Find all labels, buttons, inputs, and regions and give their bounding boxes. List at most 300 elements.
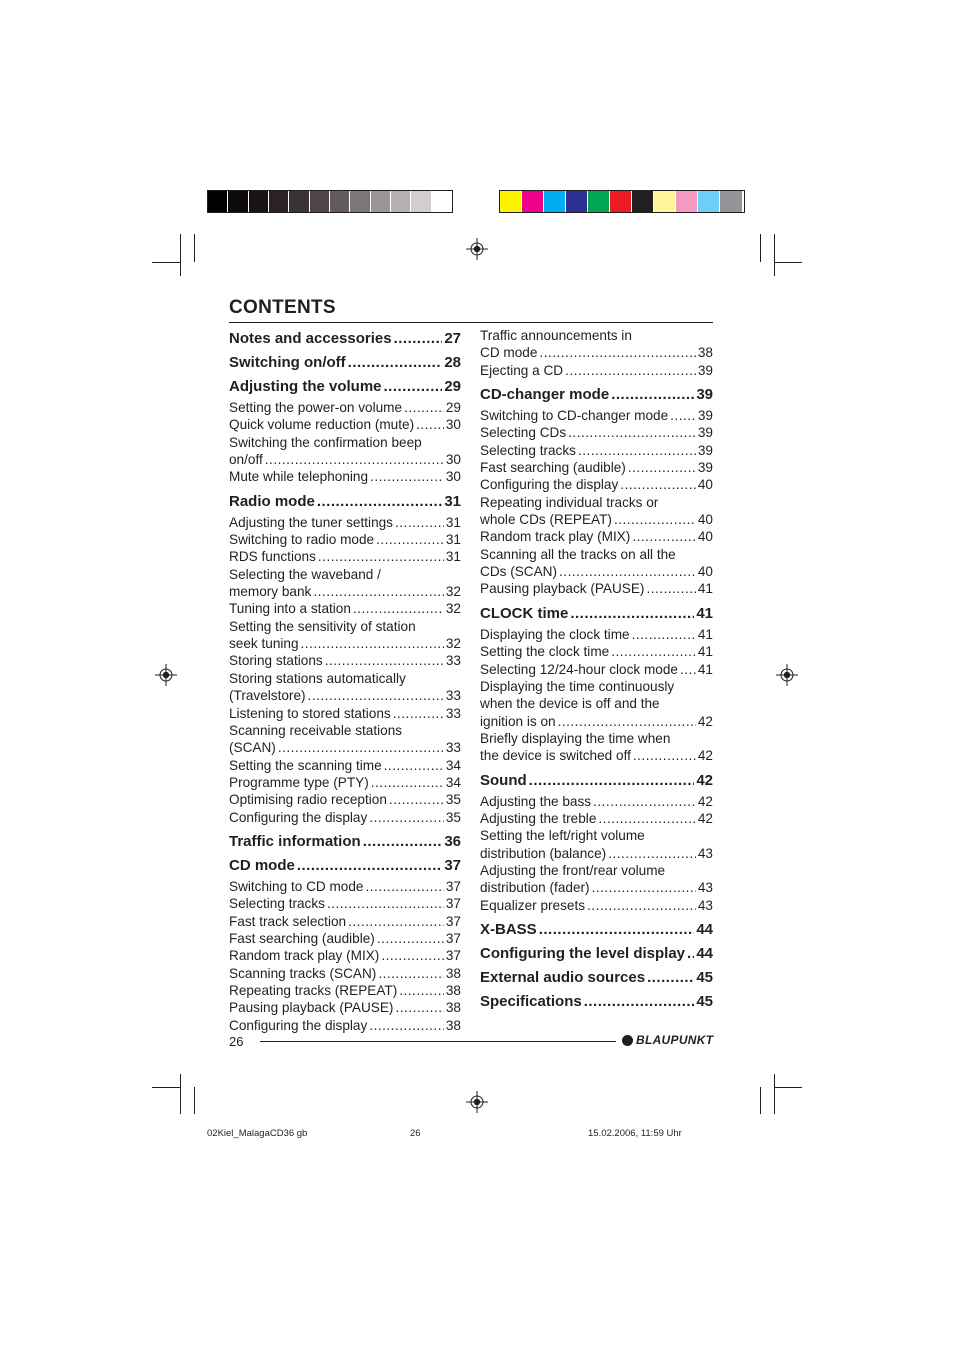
toc-entry-title: CD-changer mode	[480, 386, 610, 404]
toc-dot-leader	[317, 490, 442, 514]
toc-page-number: 35	[445, 809, 461, 825]
toc-entry-line	[480, 730, 713, 747]
toc-page-number: 40	[697, 529, 713, 545]
toc-subsection-entry[interactable]	[229, 999, 461, 1016]
toc-dot-leader	[384, 375, 443, 399]
toc-dot-leader	[593, 793, 696, 810]
color-swatch	[676, 191, 698, 212]
process-color-bar	[499, 190, 745, 213]
crop-mark	[180, 1074, 181, 1114]
toc-dot-leader	[565, 362, 696, 379]
toc-section-entry[interactable]	[480, 990, 713, 1014]
toc-subsection-entry[interactable]	[229, 757, 461, 774]
blaupunkt-dot-icon	[622, 1035, 633, 1046]
toc-page-number: 38	[445, 1017, 461, 1033]
brand-name: BLAUPUNKT	[636, 1033, 714, 1047]
color-swatch	[228, 191, 248, 212]
toc-entry-title: Fast track selection	[229, 913, 347, 929]
toc-dot-leader	[632, 626, 696, 643]
toc-subsection-entry[interactable]	[229, 705, 461, 722]
toc-entry-title: Specifications	[480, 992, 582, 1010]
slug-date: 15.02.2006, 11:59 Uhr	[588, 1128, 682, 1139]
toc-right-column	[480, 327, 713, 1014]
toc-entry-line	[229, 722, 461, 739]
toc-entry-title: Ejecting a CD	[480, 362, 564, 378]
toc-section-entry[interactable]	[480, 918, 713, 942]
toc-page-number: 38	[445, 982, 461, 998]
toc-page-number: 42	[697, 713, 713, 729]
registration-mark-icon	[155, 664, 177, 686]
toc-page-number: 30	[445, 469, 461, 485]
toc-entry-title: Programme type (PTY)	[229, 774, 369, 790]
toc-page-number: 28	[444, 354, 461, 371]
toc-subsection-entry[interactable]	[480, 344, 713, 361]
toc-entry-title: Configuring the display	[480, 477, 619, 493]
toc-entry-title: Switching to radio mode	[229, 532, 375, 548]
toc-subsection-entry[interactable]	[480, 528, 713, 545]
toc-subsection-entry[interactable]	[229, 652, 461, 669]
toc-subsection-entry[interactable]	[229, 739, 461, 756]
toc-page-number: 39	[697, 442, 713, 458]
toc-page-number: 38	[445, 965, 461, 981]
toc-dot-leader	[570, 602, 694, 626]
page-number: 26	[229, 1034, 244, 1049]
toc-dot-leader	[611, 643, 696, 660]
toc-entry-title: Displaying the clock time	[480, 626, 630, 642]
toc-entry-title: Switching the confirmation beep	[229, 434, 422, 450]
toc-page-number: 40	[697, 477, 713, 493]
crop-mark	[760, 234, 761, 262]
crop-mark	[152, 1087, 180, 1088]
toc-page-number: 40	[697, 512, 713, 528]
toc-page-number: 35	[445, 792, 461, 808]
toc-entry-title: Random track play (MIX)	[480, 529, 631, 545]
toc-dot-leader	[558, 713, 696, 730]
toc-page-number: 37	[444, 856, 461, 874]
toc-entry-title: Adjusting the volume	[229, 378, 382, 395]
toc-subsection-entry[interactable]	[229, 930, 461, 947]
toc-entry-title: Selecting CDs	[480, 425, 567, 441]
toc-page-number: 27	[444, 330, 461, 347]
toc-section-entry[interactable]	[480, 966, 713, 990]
color-swatch	[654, 191, 676, 212]
toc-page-number: 39	[696, 386, 713, 404]
color-swatch	[289, 191, 309, 212]
toc-dot-leader	[578, 442, 696, 459]
toc-dot-leader	[584, 990, 695, 1014]
toc-entry-title: External audio sources	[480, 968, 646, 986]
toc-entry-title: Traffic information	[229, 832, 361, 850]
toc-subsection-entry[interactable]	[480, 511, 713, 528]
toc-entry-title: Pausing playback (PAUSE)	[480, 581, 645, 597]
toc-dot-leader	[378, 965, 444, 982]
toc-entry-title: Mute while telephoning	[229, 469, 369, 485]
toc-entry-title: Switching to CD-changer mode	[480, 408, 669, 424]
toc-subsection-entry[interactable]	[480, 643, 713, 660]
toc-page-number: 30	[445, 452, 461, 468]
toc-page-number: 29	[445, 400, 461, 415]
toc-dot-leader	[646, 580, 695, 597]
toc-dot-leader	[647, 966, 694, 990]
toc-section-entry[interactable]	[480, 602, 713, 626]
toc-entry-line	[229, 434, 461, 451]
toc-dot-leader	[327, 895, 444, 912]
toc-entry-line	[480, 494, 713, 511]
toc-entry-title: on/off	[229, 452, 263, 468]
toc-dot-leader	[377, 930, 444, 947]
toc-entry-title: Fast searching (audible)	[480, 460, 626, 476]
toc-dot-leader	[376, 531, 444, 548]
toc-section-entry[interactable]	[480, 942, 713, 966]
toc-subsection-entry[interactable]	[229, 600, 461, 617]
crop-mark	[180, 234, 181, 276]
toc-page-number: 31	[444, 492, 461, 510]
toc-entry-title: Setting the clock time	[480, 644, 610, 660]
toc-entry-title: CD mode	[480, 345, 538, 361]
toc-section-entry[interactable]	[229, 830, 461, 854]
toc-entry-title: Scanning all the tracks on all the	[480, 546, 676, 562]
toc-entry-title: (Travelstore)	[229, 688, 306, 704]
toc-entry-line	[229, 618, 461, 635]
toc-entry-title: distribution (fader)	[480, 880, 590, 896]
toc-page-number: 42	[697, 793, 713, 809]
toc-page-number: 31	[445, 532, 461, 548]
color-swatch	[544, 191, 566, 212]
toc-entry-title: Repeating individual tracks or	[480, 494, 659, 510]
color-swatch	[371, 191, 391, 212]
toc-subsection-entry[interactable]	[229, 468, 461, 485]
toc-dot-leader	[308, 687, 444, 704]
toc-subsection-entry[interactable]	[480, 879, 713, 896]
toc-dot-leader	[381, 947, 444, 964]
toc-subsection-entry[interactable]	[229, 687, 461, 704]
toc-dot-leader	[384, 757, 444, 774]
toc-entry-title: Configuring the display	[229, 809, 368, 825]
toc-subsection-entry[interactable]	[229, 548, 461, 565]
toc-subsection-entry[interactable]	[229, 583, 461, 600]
toc-entry-title: Equalizer presets	[480, 897, 586, 913]
toc-entry-title: Traffic announcements in	[480, 328, 632, 343]
toc-subsection-entry[interactable]	[480, 476, 713, 493]
toc-entry-title: CLOCK time	[480, 604, 569, 622]
color-swatch	[391, 191, 411, 212]
toc-section-entry[interactable]	[229, 490, 461, 514]
color-swatch	[522, 191, 544, 212]
toc-dot-leader	[611, 383, 694, 407]
toc-entry-title: Fast searching (audible)	[229, 930, 375, 946]
title-rule	[229, 322, 713, 323]
toc-dot-leader	[568, 424, 696, 441]
toc-section-entry[interactable]	[480, 769, 713, 793]
toc-subsection-entry[interactable]	[480, 626, 713, 643]
toc-page-number: 45	[696, 968, 713, 986]
toc-dot-leader	[529, 769, 695, 793]
toc-page-number: 39	[697, 425, 713, 441]
toc-subsection-entry[interactable]	[480, 661, 713, 678]
toc-dot-leader	[371, 774, 444, 791]
toc-subsection-entry[interactable]	[480, 747, 713, 764]
toc-page-number: 38	[697, 345, 713, 361]
toc-dot-leader	[539, 344, 695, 361]
color-swatch	[269, 191, 289, 212]
toc-entry-line	[229, 566, 461, 583]
toc-subsection-entry[interactable]	[480, 793, 713, 810]
toc-entry-title: Scanning tracks (SCAN)	[229, 965, 377, 981]
toc-page-number: 31	[445, 514, 461, 530]
crop-mark	[760, 1087, 761, 1114]
toc-entry-title: Displaying the time continuously	[480, 678, 675, 694]
toc-entry-title: Random track play (MIX)	[229, 948, 380, 964]
toc-page-number: 39	[697, 408, 713, 424]
page-title: CONTENTS	[229, 297, 336, 318]
color-swatch	[208, 191, 228, 212]
toc-subsection-entry[interactable]	[229, 774, 461, 791]
toc-dot-leader	[587, 897, 696, 914]
color-swatch	[249, 191, 269, 212]
toc-page-number: 32	[445, 601, 461, 617]
toc-page-number: 37	[445, 930, 461, 946]
toc-subsection-entry[interactable]	[229, 913, 461, 930]
toc-page-number: 37	[445, 878, 461, 894]
toc-subsection-entry[interactable]	[229, 947, 461, 964]
toc-page-number: 29	[444, 378, 461, 395]
toc-entry-title: Storing stations	[229, 653, 323, 669]
toc-dot-leader	[353, 600, 444, 617]
toc-section-entry[interactable]	[229, 375, 461, 399]
toc-page-number: 42	[696, 771, 713, 789]
toc-subsection-entry[interactable]	[480, 810, 713, 827]
brand-logo	[622, 1033, 713, 1047]
footer-rule	[260, 1041, 616, 1042]
toc-dot-leader	[620, 476, 696, 493]
toc-section-entry[interactable]	[480, 383, 713, 407]
toc-entry-title: CD mode	[229, 856, 295, 874]
toc-page-number: 36	[444, 832, 461, 850]
toc-subsection-entry[interactable]	[229, 965, 461, 982]
toc-page-number: 39	[697, 362, 713, 378]
toc-dot-leader	[633, 747, 696, 764]
toc-entry-title: Briefly displaying the time when	[480, 730, 671, 746]
toc-dot-leader	[313, 583, 444, 600]
toc-subsection-entry[interactable]	[229, 531, 461, 548]
toc-entry-title: Notes and accessories	[229, 330, 392, 347]
toc-page-number: 33	[445, 740, 461, 756]
toc-subsection-entry[interactable]	[229, 635, 461, 652]
toc-subsection-entry[interactable]	[480, 407, 713, 424]
crop-mark	[774, 262, 802, 263]
toc-entry-title: Radio mode	[229, 492, 315, 510]
toc-subsection-entry[interactable]	[229, 416, 461, 433]
color-swatch	[720, 191, 742, 212]
toc-dot-leader	[416, 416, 444, 433]
toc-entry-line	[229, 670, 461, 687]
color-swatch	[411, 191, 431, 212]
registration-mark-icon	[466, 238, 488, 260]
toc-entry-line	[480, 827, 713, 844]
color-swatch	[566, 191, 588, 212]
toc-page-number: 34	[445, 774, 461, 790]
toc-entry-title: Setting the power-on volume	[229, 400, 403, 415]
toc-entry-title: Sound	[480, 771, 527, 789]
toc-subsection-entry[interactable]	[229, 809, 461, 826]
toc-dot-leader	[680, 661, 696, 678]
toc-subsection-entry[interactable]	[480, 563, 713, 580]
color-swatch	[698, 191, 720, 212]
toc-entry-title: Selecting tracks	[229, 896, 325, 912]
toc-page-number: 41	[696, 604, 713, 622]
toc-entry-title: whole CDs (REPEAT)	[480, 512, 612, 528]
toc-entry-title: Setting the left/right volume	[480, 828, 645, 844]
toc-dot-leader	[363, 830, 443, 854]
toc-entry-title: when the device is off and the	[480, 696, 660, 712]
toc-subsection-entry[interactable]	[229, 399, 461, 416]
greyscale-color-bar	[207, 190, 453, 213]
toc-dot-leader	[539, 918, 695, 942]
toc-entry-line	[480, 678, 713, 695]
toc-page-number: 42	[697, 748, 713, 764]
toc-subsection-entry[interactable]	[480, 580, 713, 597]
crop-mark	[774, 234, 775, 276]
toc-entry-title: Selecting tracks	[480, 442, 576, 458]
toc-page-number: 34	[445, 757, 461, 773]
toc-section-entry[interactable]	[229, 327, 461, 351]
toc-dot-leader	[265, 451, 444, 468]
toc-dot-leader	[301, 635, 444, 652]
slug-page: 26	[410, 1128, 421, 1139]
crop-mark	[194, 1087, 195, 1114]
toc-dot-leader	[592, 879, 696, 896]
color-swatch	[432, 191, 452, 212]
color-swatch	[610, 191, 632, 212]
toc-page-number: 44	[696, 920, 713, 938]
toc-page-number: 43	[697, 897, 713, 913]
toc-dot-leader	[399, 982, 444, 999]
toc-entry-title: Configuring the display	[229, 1017, 368, 1033]
toc-entry-line	[480, 327, 713, 344]
toc-entry-title: memory bank	[229, 584, 312, 600]
toc-entry-line	[480, 862, 713, 879]
toc-entry-title: Tuning into a station	[229, 601, 351, 617]
toc-dot-leader	[559, 563, 696, 580]
toc-entry-title: Repeating tracks (REPEAT)	[229, 982, 398, 998]
toc-subsection-entry[interactable]	[480, 845, 713, 862]
color-swatch	[500, 191, 522, 212]
toc-dot-leader	[318, 548, 444, 565]
toc-page-number: 43	[697, 845, 713, 861]
toc-entry-title: Setting the scanning time	[229, 757, 382, 773]
toc-entry-title: Adjusting the treble	[480, 810, 597, 826]
toc-page-number: 45	[696, 992, 713, 1010]
toc-entry-title: Storing stations automatically	[229, 670, 406, 686]
toc-page-number: 38	[445, 1000, 461, 1016]
toc-subsection-entry[interactable]	[480, 442, 713, 459]
crop-mark	[774, 1087, 802, 1088]
toc-subsection-entry[interactable]	[229, 1017, 461, 1034]
toc-subsection-entry[interactable]	[480, 713, 713, 730]
toc-section-entry[interactable]	[229, 854, 461, 878]
toc-dot-leader	[628, 459, 696, 476]
toc-subsection-entry[interactable]	[229, 514, 461, 531]
crop-mark	[152, 262, 180, 263]
toc-page-number: 41	[697, 661, 713, 677]
toc-entry-title: ignition is on	[480, 713, 556, 729]
toc-dot-leader	[348, 913, 444, 930]
toc-page-number: 37	[445, 948, 461, 964]
toc-entry-title: Pausing playback (PAUSE)	[229, 1000, 394, 1016]
color-swatch	[310, 191, 330, 212]
registration-mark-icon	[776, 664, 798, 686]
toc-page-number: 40	[697, 564, 713, 580]
toc-entry-title: Selecting the waveband /	[229, 566, 381, 582]
toc-subsection-entry[interactable]	[229, 451, 461, 468]
toc-dot-leader	[365, 878, 443, 895]
toc-dot-leader	[608, 845, 696, 862]
toc-subsection-entry[interactable]	[229, 982, 461, 999]
toc-dot-leader	[389, 791, 444, 808]
toc-entry-title: Quick volume reduction (mute)	[229, 417, 415, 433]
slug-file: 02Kiel_MalagaCD36 gb	[207, 1128, 308, 1139]
toc-section-entry[interactable]	[229, 351, 461, 375]
toc-entry-title: Adjusting the bass	[480, 793, 592, 809]
toc-page-number: 41	[697, 626, 713, 642]
toc-entry-title: CDs (SCAN)	[480, 564, 558, 580]
toc-dot-leader	[297, 854, 442, 878]
toc-page-number: 39	[697, 460, 713, 476]
toc-subsection-entry[interactable]	[229, 878, 461, 895]
toc-page-number: 41	[697, 644, 713, 660]
toc-entry-title: distribution (balance)	[480, 845, 607, 861]
toc-page-number: 33	[445, 705, 461, 721]
toc-page-number: 41	[697, 581, 713, 597]
toc-dot-leader	[325, 652, 444, 669]
toc-page-number: 32	[445, 636, 461, 652]
toc-page-number: 32	[445, 584, 461, 600]
toc-page-number: 43	[697, 880, 713, 896]
crop-mark	[774, 1074, 775, 1114]
toc-entry-title: seek tuning	[229, 636, 299, 652]
toc-subsection-entry[interactable]	[480, 459, 713, 476]
toc-dot-leader	[370, 468, 444, 485]
toc-page-number: 30	[445, 417, 461, 433]
toc-entry-title: Selecting 12/24-hour clock mode	[480, 661, 678, 677]
toc-dot-leader	[278, 739, 444, 756]
toc-subsection-entry[interactable]	[229, 791, 461, 808]
toc-page-number: 37	[445, 896, 461, 912]
toc-subsection-entry[interactable]	[480, 362, 713, 379]
toc-dot-leader	[614, 511, 696, 528]
color-swatch	[350, 191, 370, 212]
toc-subsection-entry[interactable]	[480, 897, 713, 914]
toc-dot-leader	[394, 327, 443, 351]
toc-entry-title: RDS functions	[229, 549, 316, 565]
toc-dot-leader	[395, 999, 443, 1016]
toc-entry-title: Switching on/off	[229, 354, 346, 371]
toc-entry-title: Setting the sensitivity of station	[229, 618, 416, 634]
toc-entry-title: the device is switched off	[480, 748, 631, 764]
toc-left-column	[229, 327, 461, 1034]
toc-subsection-entry[interactable]	[229, 895, 461, 912]
toc-page-number: 31	[445, 549, 461, 565]
toc-page-number: 33	[445, 688, 461, 704]
color-swatch	[632, 191, 654, 212]
toc-entry-title: Switching to CD mode	[229, 878, 364, 894]
toc-subsection-entry[interactable]	[480, 424, 713, 441]
toc-entry-line	[480, 695, 713, 712]
toc-dot-leader	[369, 1017, 444, 1034]
toc-page-number: 44	[696, 944, 713, 962]
toc-dot-leader	[395, 514, 444, 531]
toc-dot-leader	[687, 942, 694, 966]
